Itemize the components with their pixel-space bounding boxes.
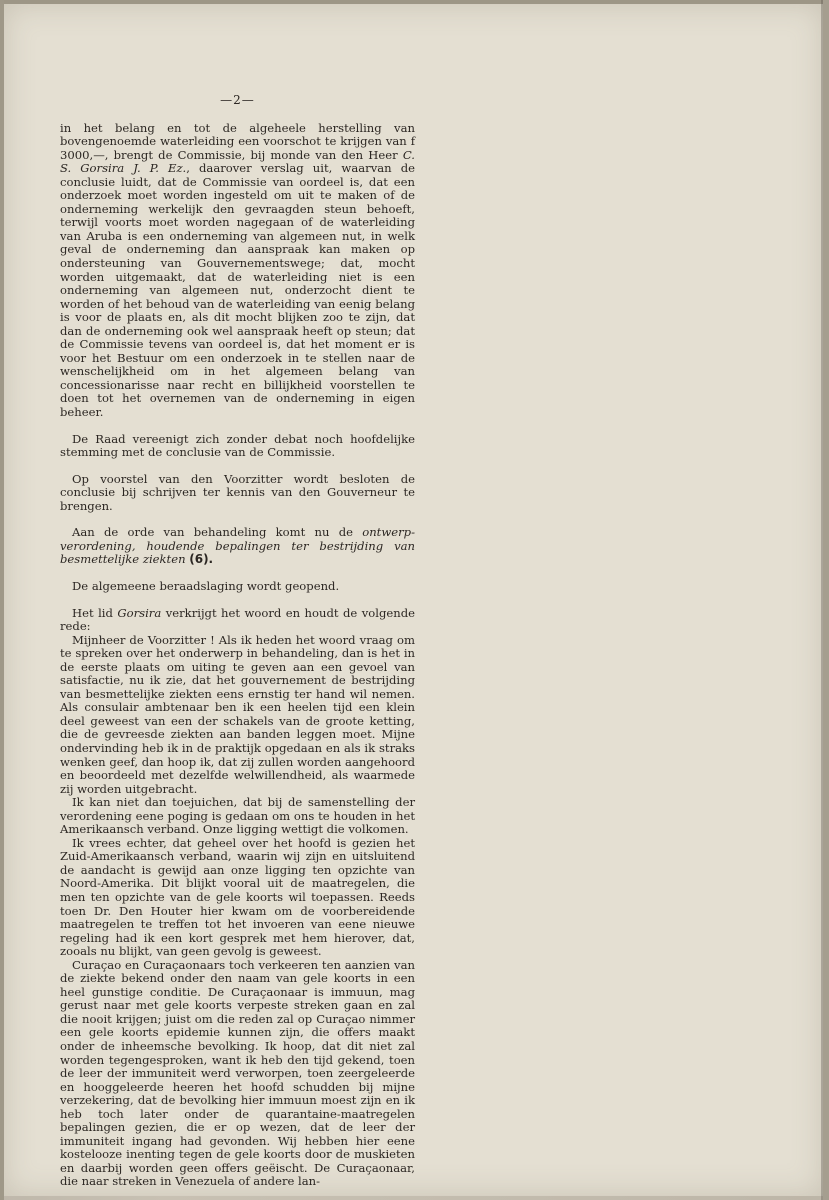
paragraph-gorsira-intro: [60, 607, 415, 634]
paragraph-commission-report-start: in het belang en tot de algeheele herstelling van bovengenoemde waterleiding een voorschot te krijgen van f 3000,—, brengt de Commissie, bij monde van den Heer: [60, 120, 415, 162]
page-number: —2—: [220, 93, 255, 107]
agenda-item-number: (6).: [189, 552, 214, 567]
speech-paragraph-4: Curaçao en Curaçaonaars toch verkeeren ten aanzien van de ziekte bekend onder den naam van gele koorts in een heel gunstige conditie. De Curaçaonaar is immuun, mag gerust naar met gele koorts verpeste streken gaan en zal die nooit krijgen; juist om die reden zal op Curaçao nimmer een gele koorts epidemie kunnen zijn, die offers maakt onder de inheemsche bevolking. Ik hoop, dat dit niet zal worden tegengesproken, want ik heb den tijd gekend, toen de leer der immuniteit werd verworpen, toen zeergeleerde en hooggeleerde heeren het hoofd schudden bij mijne verzekering, dat de bevolking hier immuun moest zijn en ik heb toch later onder de quarantaine-maatregelen bepalingen gezien, die er op wezen, dat de leer der immuniteit ingang had gevonden. Wij hebben hier eene kostelooze inenting tegen de gele koorts door de muskieten en daarbij worden geen offers geëischt. De Curaçaonaar, die naar streken in Venezuela of andere lan-: [60, 957, 415, 1189]
paragraph-debate-opened: De algemeene beraadslaging wordt geopend.: [72, 578, 340, 593]
agenda-item-start: Aan de orde van behandeling komt nu de: [72, 525, 363, 540]
paragraph-commission-report: [60, 122, 415, 420]
paragraph-agenda-item: [60, 526, 415, 567]
document-text-column: [60, 94, 415, 1189]
member-name-gorsira: C. S. Gorsira J. P. Ez.: [60, 147, 415, 176]
paragraph-commission-report-rest: , daarover verslag uit, waarvan de conclusie luidt, dat de Commissie van oordeel is, dat een onderzoek moet worden ingesteld om uit te maken of de onderneming werkelijk den gevraagden steun behoeft, terwijl voorts moet worden nagegaan of de waterleiding van Aruba is een onderneming van algemeen nut, in welk geval de onderneming dan aanspraak kan maken op ondersteuning van Gouvernementswege; dat, mocht worden uitgemaakt, dat de waterleiding niet is een onderneming van algemeen nut, onderzocht dient te worden of het behoud van de waterleiding van eenig belang is voor de plaats en, als dit mocht blijken zoo te zijn, dat dan de onderneming ook wel aanspraak heeft op steun; dat de Commissie tevens van oordeel is, dat het moment er is voor het Bestuur om een onderzoek in te stellen naar de wenschelijkheid om in het algemeen belang van concessionarisse naar recht en billijkheid voorstellen te doen tot het overnemen van de onderneming in eigen beheer.: [60, 161, 415, 420]
speech-paragraph-1: Mijnheer de Voorzitter ! Als ik heden het woord vraag om te spreken over het onderwerp in behandeling, dan is het in de eerste plaats om uiting te geven aan een gevoel van satisfactie, nu ik zie, dat het gouvernement de bestrijding van besmettelijke ziekten eens ernstig ter hand wil nemen. Als consulair ambtenaar ben ik een heelen tijd een klein deel geweest van een der schakels van de groote ketting, die de gevreesde ziekten aan banden leggen moet. Mijne ondervinding heb ik in de praktijk opgedaan en als ik straks wenken geef, dan hoop ik, dat zij zullen worden aangehoord en beoordeeld met dezelfde welwillendheid, als waarmede zij worden uitgebracht.: [60, 632, 415, 796]
speaker-name: Gorsira: [117, 605, 162, 620]
scan-right-edge: [823, 0, 829, 1200]
speech-paragraph-3: Ik vrees echter, dat geheel over het hoofd is gezien het Zuid-Amerikaansch verband, waarin wij zijn en uitsluitend de aandacht is gewijd aan onze ligging ten opzichte van Noord-Amerika. Dit blijkt vooral uit de maatregelen, die men ten opzichte van de gele koorts wil toepassen. Reeds toen Dr. Den Houter hier kwam om de voorbereidende maatregelen te treffen tot het invoeren van eene nieuwe regeling had ik een kort gesprek met hem hierover, dat, zooals nu blijkt, van geen gevolg is geweest.: [60, 835, 415, 959]
agenda-item-title: ontwerp-verordening, houdende bepalingen ter bestrijding van besmettelijke ziekten: [60, 525, 415, 567]
speech-intro-start: Het lid: [72, 605, 118, 620]
speech-paragraph-2: Ik kan niet dan toejuichen, dat bij de samenstelling der verordening eene poging is gedaan om ons te houden in het Amerikaansch verband. Onze ligging wettigt die volkomen.: [60, 795, 415, 837]
paragraph-council-agrees: De Raad vereenigt zich zonder debat noch hoofdelijke stemming met de conclusie van de Commissie.: [60, 431, 415, 460]
speech-intro-rest: verkrijgt het woord en houdt de volgende rede:: [60, 605, 415, 634]
paragraph-chair-proposal: Op voorstel van den Voorzitter wordt besloten de conclusie bij schrijven ter kennis van den Gouverneur te brengen.: [60, 471, 415, 513]
